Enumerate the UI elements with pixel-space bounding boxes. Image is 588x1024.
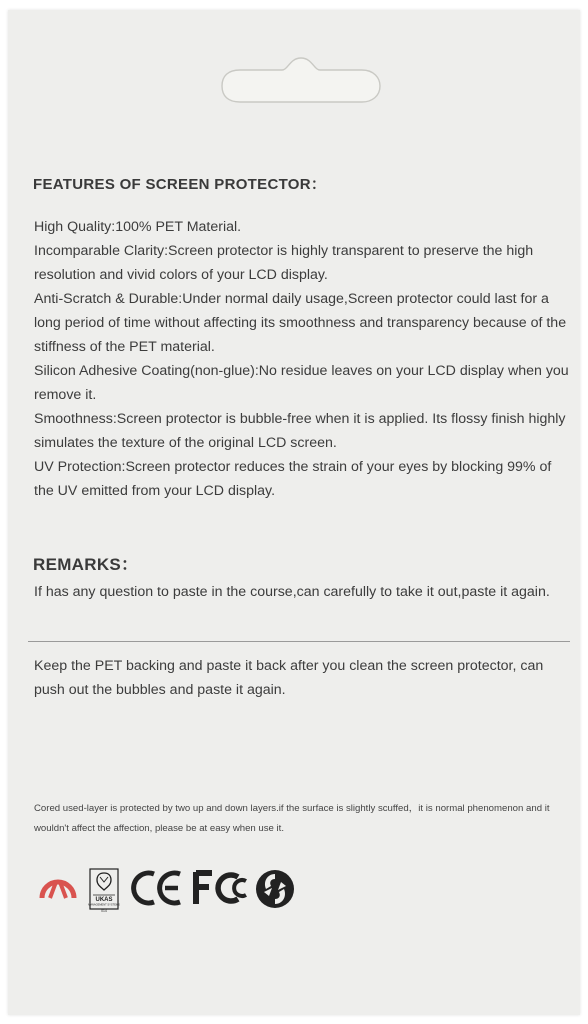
hang-hole-cutout <box>220 56 382 104</box>
feature-item-smoothness: Smoothness:Screen protector is bubble-free when it is applied. Its flossy finish highly simulates the texture of the original LCD screen. <box>34 411 566 451</box>
ce-mark-icon <box>132 868 184 908</box>
green-dot-recycling-icon <box>254 868 296 910</box>
care-note: Cored used-layer is protected by two up and down layers.if the surface is slightly scuffed，it is normal phenomenon and it wouldn't affect the affection, please be at easy when use it. <box>34 803 550 834</box>
remarks-heading: REMARKS： <box>33 555 139 574</box>
feature-item-adhesive: Silicon Adhesive Coating(non-glue):No residue leaves on your LCD display when you remove it. <box>34 363 569 403</box>
feature-item-anti-scratch: Anti-Scratch & Durable:Under normal daily usage,Screen protector could last for a long period of time without affecting its smoothness and transparency because of the stiffness of the PET material. <box>34 291 567 355</box>
ukas-label: UKAS <box>95 897 113 903</box>
fcc-mark-icon <box>192 868 250 908</box>
ukas-certification-icon <box>88 868 120 913</box>
ukas-sublabel: MANAGEMENT SYSTEMS <box>88 903 120 907</box>
divider-line <box>28 641 570 642</box>
remarks-text: If has any question to paste in the course,can carefully to take it out,paste it again. <box>34 584 550 600</box>
feature-item-uv-protection: UV Protection:Screen protector reduces the strain of your eyes by blocking 99% of the UV emitted from your LCD display. <box>34 459 552 499</box>
keep-backing-text: Keep the PET backing and paste it back after you clean the screen protector, can push out the bubbles and paste it again. <box>34 658 544 698</box>
feature-item-clarity: Incomparable Clarity:Screen protector is highly transparent to preserve the high resolution and vivid colors of your LCD display. <box>34 243 534 283</box>
packaging-card <box>8 10 580 1015</box>
quality-badge-icon <box>38 868 78 902</box>
features-heading: FEATURES OF SCREEN PROTECTOR： <box>33 176 327 193</box>
features-list <box>34 215 574 503</box>
feature-item-high-quality: High Quality:100% PET Material. <box>34 219 242 235</box>
ukas-number: 014 <box>101 909 107 913</box>
